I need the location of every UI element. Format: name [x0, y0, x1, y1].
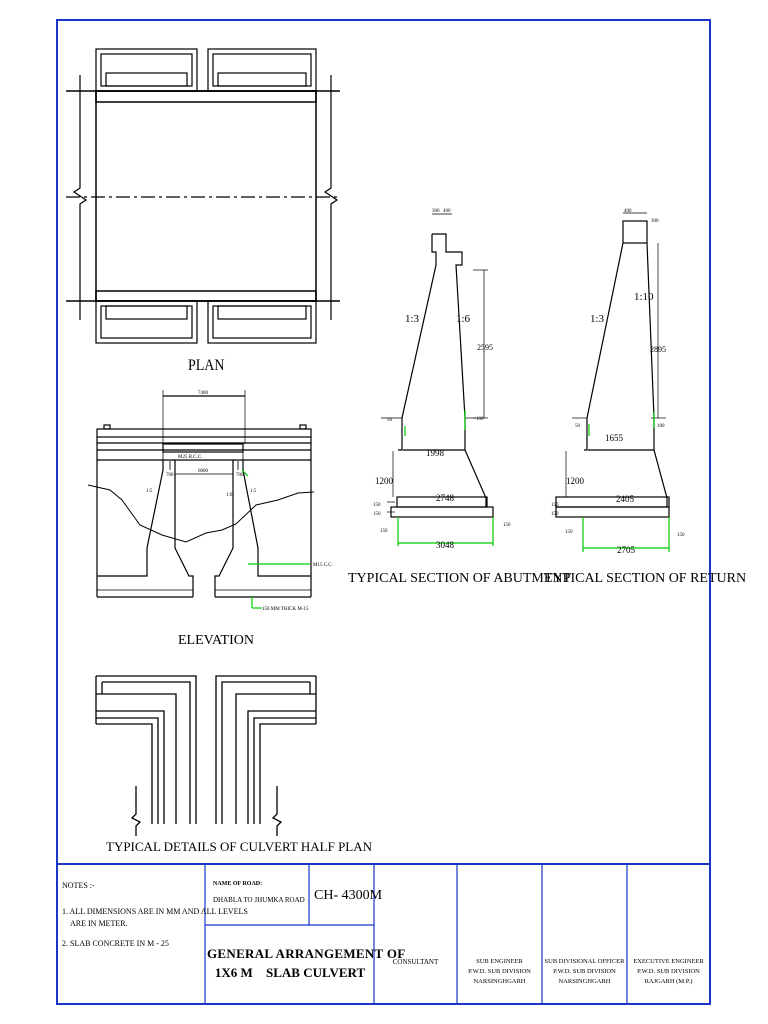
notes-heading: NOTES :-	[62, 881, 95, 890]
abut-width-base: 2748	[436, 493, 454, 503]
elev-bearing-right: 700	[236, 473, 244, 478]
abut-top-b: 400	[443, 209, 451, 214]
executive-line1: EXECUTIVE ENGINEER	[633, 958, 704, 965]
abutment-annotations	[373, 209, 511, 550]
ret-width-mid: 1655	[605, 433, 623, 443]
abut-offset-left: 50	[387, 418, 392, 423]
abut-base-thk-bot: 150	[373, 512, 381, 517]
abut-footing-height: 1200	[375, 476, 393, 486]
drawing-title-size: 1X6 M	[214, 965, 253, 980]
return-section	[556, 213, 669, 552]
drawing-title	[207, 944, 406, 982]
elev-slope-mid: 1:6	[226, 493, 233, 498]
ret-base-thk-bot: 150	[551, 512, 559, 517]
abut-slope-back: 1:6	[456, 313, 471, 325]
plan-view	[66, 49, 340, 343]
sub-engineer-line3: NARSINGHGARH	[473, 978, 526, 985]
drawing-title-type: SLAB CULVERT	[266, 965, 366, 980]
sub-engineer-cell	[457, 957, 542, 987]
elev-span-dim: 7400	[198, 391, 208, 396]
elev-bearing-left: 700	[166, 473, 174, 478]
note-1-line2: ARE IN METER.	[70, 919, 128, 928]
ret-base-thk-top: 150	[551, 503, 559, 508]
elev-slope-right: 1:5	[250, 489, 257, 494]
abut-slope-front: 1:3	[405, 313, 420, 325]
consultant-cell: CONSULTANT	[392, 958, 439, 966]
ret-width-total: 2705	[617, 545, 635, 555]
note-2: 2. SLAB CONCRETE IN M - 25	[62, 939, 169, 948]
executive-cell	[627, 957, 710, 987]
abut-width-mid: 1998	[426, 448, 444, 458]
ret-height: 2895	[650, 345, 666, 354]
abut-top-a: 300	[432, 209, 440, 214]
ret-slope-front: 1:3	[590, 313, 605, 325]
ret-top-thk: 300	[651, 219, 659, 224]
abut-height: 2595	[477, 343, 493, 352]
return-annotations	[551, 209, 685, 555]
elev-slab-label: M25 R.C.C.	[178, 455, 203, 460]
chainage: CH- 4300M	[314, 888, 383, 903]
ret-projection-left: 150	[565, 530, 573, 535]
executive-line3: RAJGARH (M.P.)	[644, 978, 693, 985]
sdo-line1: SUB DIVISIONAL OFFICER	[544, 958, 625, 965]
half-plan-label: TYPICAL DETAILS OF CULVERT HALF PLAN	[106, 839, 373, 854]
ret-top-width: 400	[624, 209, 632, 214]
abut-width-total: 3048	[436, 540, 454, 550]
ret-offset-right: 100	[657, 424, 665, 429]
ret-width-base: 2405	[616, 494, 634, 504]
abut-projection-left: 150	[380, 529, 388, 534]
abut-base-thk-top: 150	[373, 503, 381, 508]
abut-projection-right: 150	[503, 523, 511, 528]
sub-engineer-line2: P.W.D. SUB DIVISION	[468, 968, 531, 975]
abut-offset-right: 100	[476, 417, 484, 422]
elevation-view	[88, 390, 314, 608]
elev-base-label: 150 MM THICK M-15	[262, 607, 309, 612]
elev-clear-span: 6000	[198, 469, 208, 474]
elevation-annotations	[146, 391, 333, 612]
road-label: NAME OF ROAD:	[213, 881, 263, 887]
ret-projection-right: 150	[677, 533, 685, 538]
sdo-cell	[542, 957, 627, 987]
road-name: DHABLA TO JHUMKA ROAD	[213, 896, 305, 904]
return-label: TYPICAL SECTION OF RETURN	[544, 571, 747, 586]
plan-label: PLAN	[188, 357, 225, 375]
sdo-line3: NARSINGHGARH	[558, 978, 611, 985]
ret-footing-height: 1200	[566, 476, 584, 486]
note-1-line1: 1. ALL DIMENSIONS ARE IN MM AND ALL LEVELS	[62, 907, 248, 916]
executive-line2: P.W.D. SUB DIVISION	[637, 968, 700, 975]
drawing-title-line2	[207, 963, 373, 982]
half-plan-view	[96, 676, 316, 836]
elevation-label: ELEVATION	[178, 633, 254, 648]
ret-offset-left: 50	[575, 424, 580, 429]
sdo-line2: P.W.D. SUB DIVISION	[553, 968, 616, 975]
drawing-title-line1: GENERAL ARRANGEMENT OF	[207, 946, 406, 961]
sub-engineer-line1: SUB ENGINEER	[476, 958, 523, 965]
ret-slope-back: 1:10	[634, 291, 654, 303]
abutment-label: TYPICAL SECTION OF ABUTMENT	[348, 571, 572, 586]
elev-slope-left: 1:5	[146, 489, 153, 494]
elev-body-label: M15 C.C.	[313, 563, 333, 568]
